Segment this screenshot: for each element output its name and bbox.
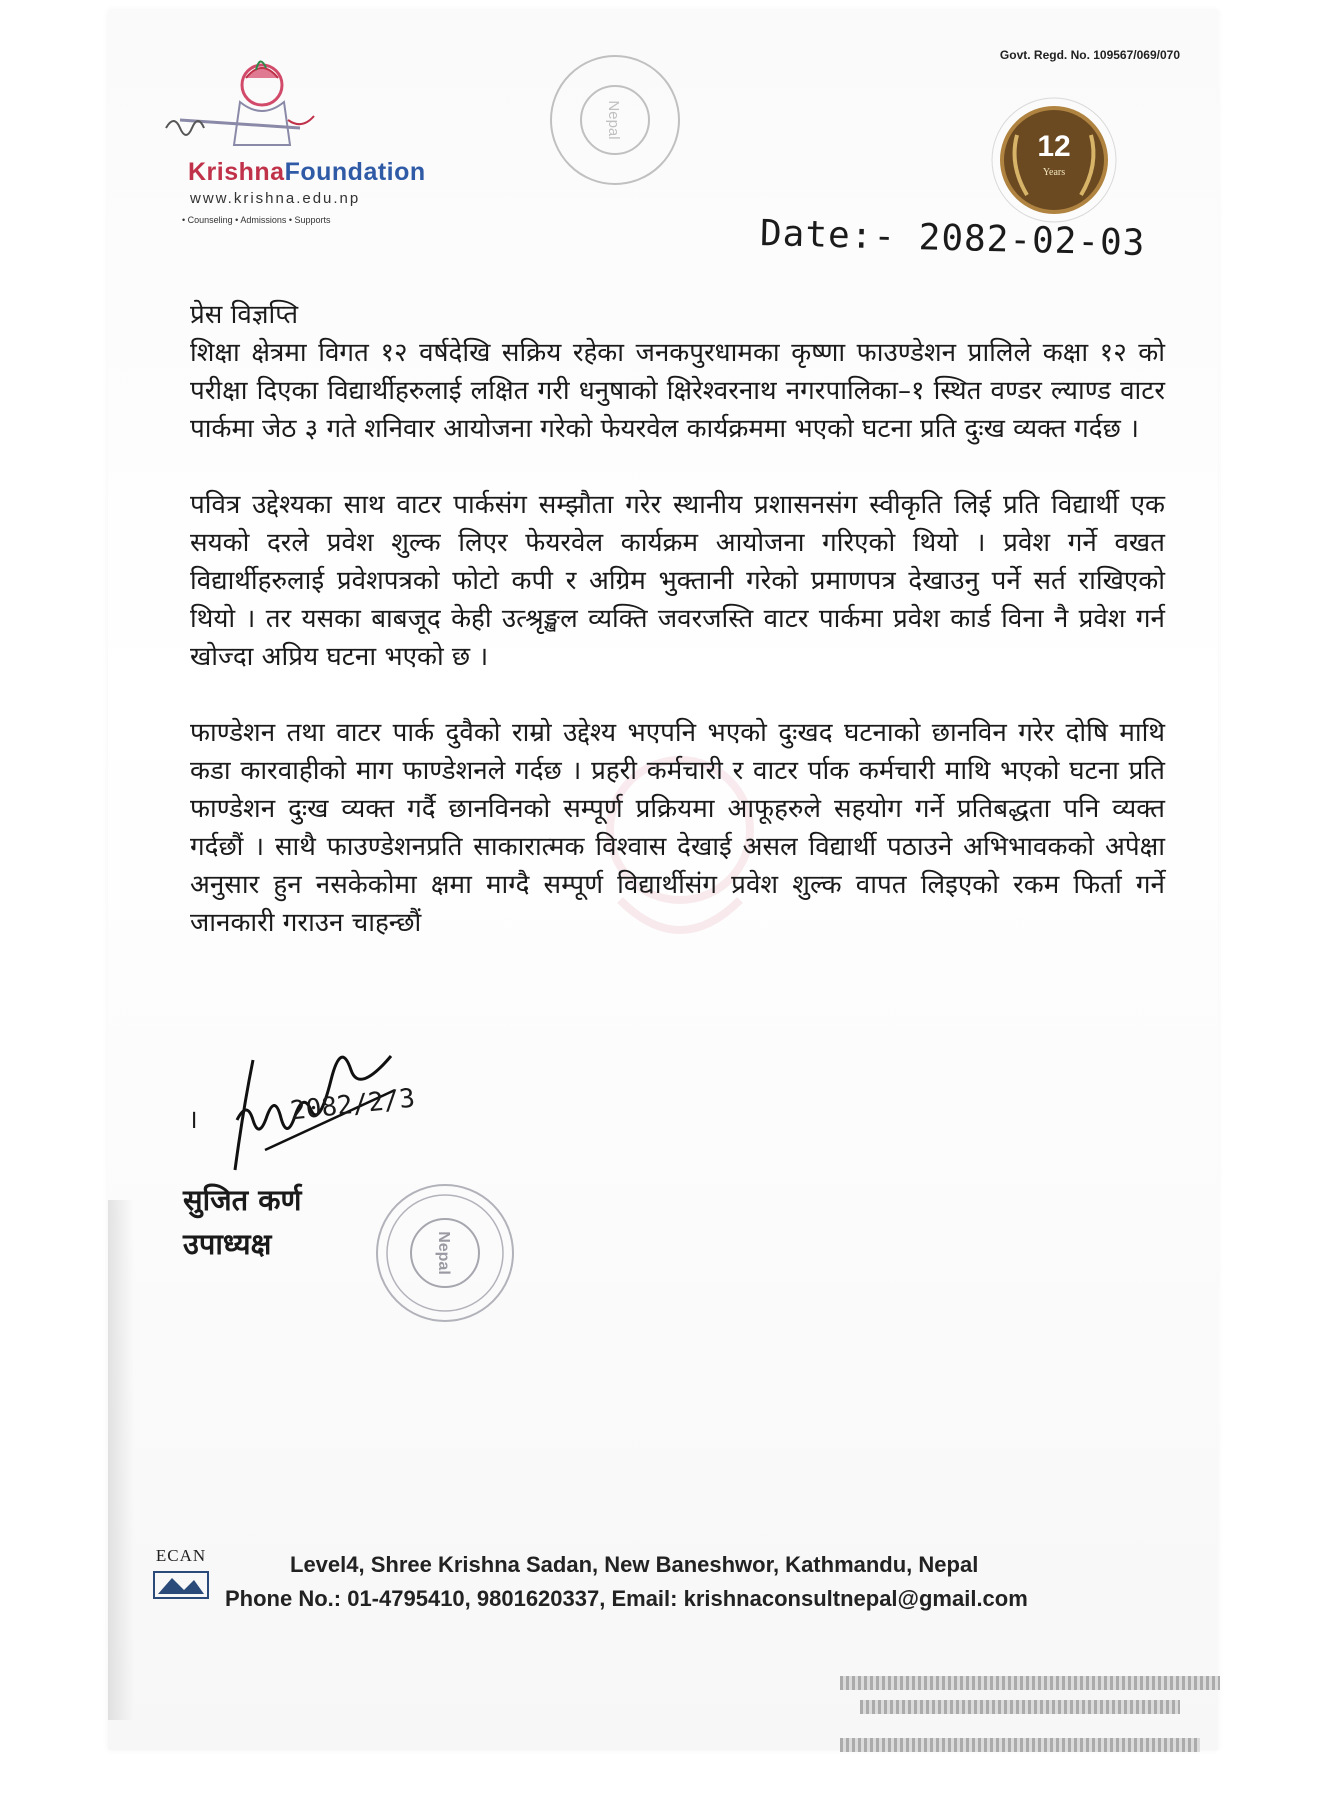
signature-date: 2082/2/3 — [288, 1083, 417, 1127]
handwritten-date: Date:- 2082-02-03 — [759, 212, 1146, 265]
years-badge-number: 12 — [1037, 130, 1071, 163]
paragraph-2: पवित्र उद्देश्यका साथ वाटर पार्कसंग सम्झौता गरेर स्थानीय प्रशासनसंग स्वीकृति लिई प्रति विद्यार्थी एक सयको दरले प्रवेश शुल्क लिएर फेयरवेल कार्यक्रम आयोजना गरिएको थियो । प्रवेश गर्ने वखत विद्यार्थीहरुलाई प्रवेशपत्रको फोटो कपी र अग्रिम भुक्तानी गरेको प्रमाणपत्र देखाउनु पर्ने सर्त राखिएको थियो । तर यसका बाबजूद केही उत्श्रृङ्खल व्यक्ति जवरजस्ति वाटर पार्कमा प्रवेश कार्ड विना नै प्रवेश गर्न खोज्दा अप्रिय घटना भएको छ । — [190, 490, 1165, 672]
years-badge-word: Years — [1042, 167, 1066, 178]
registration-number: Govt. Regd. No. 109567/069/070 — [999, 48, 1180, 62]
paragraph-1: शिक्षा क्षेत्रमा विगत १२ वर्षदेखि सक्रिय रहेका जनकपुरधामका कृष्णा फाउण्डेशन प्रालिले कक्षा १२ को परीक्षा दिएका विद्यार्थीहरुलाई लक्षित गरी धनुषाको क्षिरेश्वरनाथ नगरपालिका–१ स्थित वण्डर ल्याण्ड वाटर पार्कमा जेठ ३ गते शनिवार आयोजना गरेको फेयरवेल कार्यक्रममा भएको घटना प्रति दुःख व्यक्त गर्दछ । — [190, 338, 1165, 444]
footer-redaction-mark — [840, 1738, 1200, 1752]
foundation-logo — [160, 50, 460, 240]
signer-title: उपाध्यक्ष — [183, 1227, 272, 1261]
signature-mark: । — [188, 1105, 198, 1135]
ecan-logo — [150, 1546, 212, 1604]
letter-body — [190, 296, 1165, 942]
svg-text:Nepal: Nepal — [435, 1231, 452, 1275]
logo-tagline: • Counseling • Admissions • Supports — [182, 215, 331, 225]
stamp-seal-bottom — [370, 1178, 520, 1328]
ecan-logo-text: ECAN — [155, 1546, 207, 1565]
svg-text:Nepal: Nepal — [605, 100, 622, 140]
footer-contact: Phone No.: 01-4795410, 9801620337, Email: krishnaconsultnepal@gmail.com — [225, 1586, 1028, 1611]
logo-wordmark: KrishnaFoundation — [188, 158, 426, 186]
footer-redaction-mark — [840, 1676, 1220, 1690]
logo-website: www.krishna.edu.np — [190, 190, 361, 207]
years-badge-icon — [965, 95, 1145, 235]
ecan-emblem-icon — [150, 1546, 212, 1604]
footer-redaction-mark — [860, 1700, 1180, 1714]
letter-heading: प्रेस विज्ञप्ति — [190, 300, 299, 330]
paragraph-3: फाण्डेशन तथा वाटर पार्क दुवैको राम्रो उद्देश्य भएपनि भएको दुःखद घटनाको छानविन गरेर दोषि माथि कडा कारवाहीको माग फाण्डेशनले गर्दछ । प्रहरी कर्मचारी र वाटर र्पाक कर्मचारी माथि भएको घटना प्रति फाण्डेशन दुःख व्यक्त गर्दै छानविनको सम्पूर्ण प्रक्रियमा आफूहरुले सहयोग गर्ने प्रतिबद्धता पनि व्यक्त गर्दछौं । साथै फाउण्डेशनप्रति साकारात्मक विश्वास देखाई असल विद्यार्थी पठाउने अभिभावकको अपेक्षा अनुसार हुन नसकेकोमा क्षमा माग्दै सम्पूर्ण विद्यार्थीसंग प्रवेश शुल्क वापत लिइएको रकम फिर्ता गर्ने जानकारी गराउन चाहन्छौं — [190, 718, 1165, 938]
stamp-seal-top — [540, 50, 690, 190]
footer-address: Level4, Shree Krishna Sadan, New Baneshwor, Kathmandu, Nepal — [290, 1552, 979, 1577]
signer-name: सुजित कर्ण — [183, 1183, 302, 1217]
paper-fold-shadow — [108, 1200, 134, 1720]
krishna-figure-icon — [160, 50, 460, 160]
